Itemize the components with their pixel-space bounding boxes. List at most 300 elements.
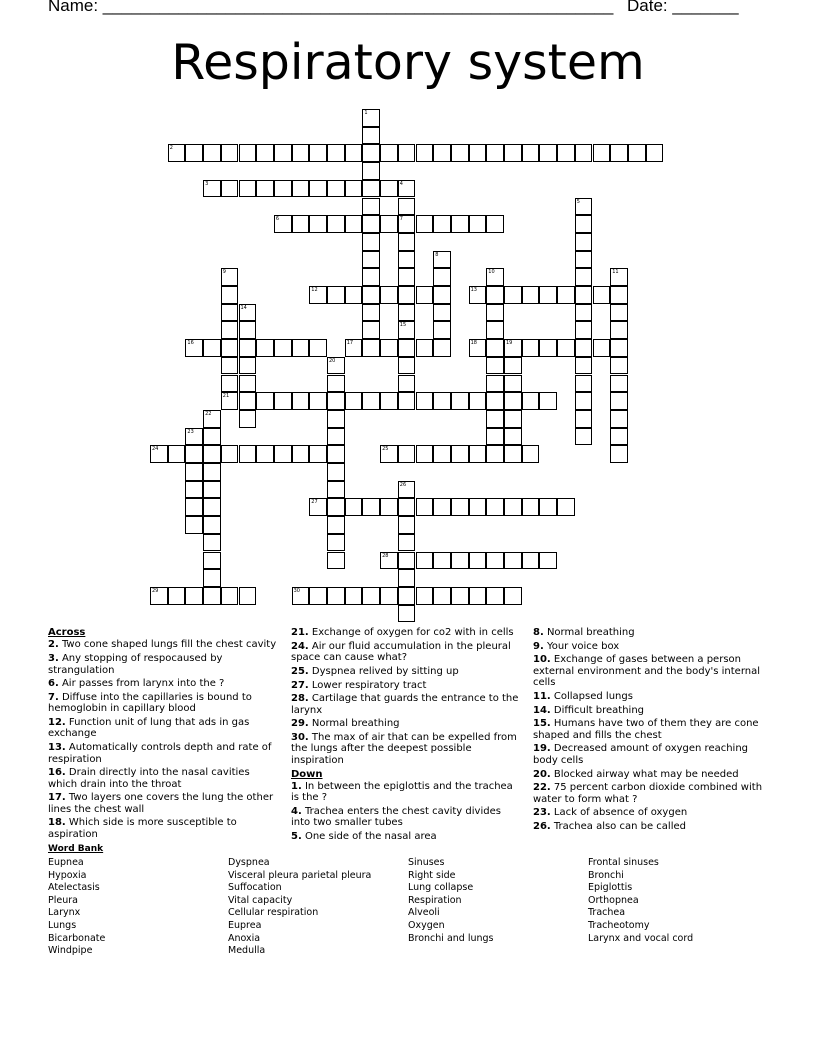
grid-cell[interactable] [221, 268, 239, 286]
grid-cell[interactable] [185, 339, 203, 357]
grid-cell[interactable] [416, 286, 434, 304]
grid-cell[interactable] [203, 481, 221, 499]
grid-cell[interactable] [221, 304, 239, 322]
clue-number: 30 [293, 587, 300, 594]
grid-cell[interactable] [433, 498, 451, 516]
grid-cell[interactable] [345, 215, 363, 233]
grid-cell[interactable] [239, 321, 257, 339]
grid-cell[interactable] [203, 552, 221, 570]
grid-cell[interactable] [362, 587, 380, 605]
grid-cell[interactable] [221, 357, 239, 375]
grid-cell[interactable] [239, 587, 257, 605]
grid-cell[interactable] [309, 445, 327, 463]
grid-cell[interactable] [433, 144, 451, 162]
grid-cell[interactable] [362, 162, 380, 180]
grid-cell[interactable] [203, 180, 221, 198]
grid-cell[interactable] [221, 392, 239, 410]
grid-cell[interactable] [398, 392, 416, 410]
grid-cell[interactable] [345, 144, 363, 162]
grid-cell[interactable] [610, 339, 628, 357]
name-field[interactable]: Name: ______________________________________________________ [48, 0, 614, 15]
grid-cell[interactable] [221, 144, 239, 162]
grid-cell[interactable] [504, 286, 522, 304]
grid-cell[interactable] [486, 321, 504, 339]
grid-cell[interactable] [451, 445, 469, 463]
grid-cell[interactable] [362, 251, 380, 269]
grid-cell[interactable] [575, 233, 593, 251]
grid-cell[interactable] [416, 215, 434, 233]
clue-item: 3. Any stopping of respocaused by strangulation [48, 653, 223, 676]
grid-cell[interactable] [575, 268, 593, 286]
grid-cell[interactable] [398, 144, 416, 162]
clue-item: 13. Automatically controls depth and rate of respiration [48, 742, 272, 765]
grid-cell[interactable] [504, 375, 522, 393]
grid-cell[interactable] [522, 445, 540, 463]
grid-cell[interactable] [327, 375, 345, 393]
grid-cell[interactable] [239, 375, 257, 393]
word-bank-item: Windpipe [48, 945, 93, 957]
grid-cell[interactable] [239, 445, 257, 463]
grid-cell[interactable] [433, 215, 451, 233]
grid-cell[interactable] [309, 215, 327, 233]
grid-cell[interactable] [362, 339, 380, 357]
grid-cell[interactable] [504, 428, 522, 446]
grid-cell[interactable] [203, 339, 221, 357]
grid-cell[interactable] [327, 516, 345, 534]
grid-cell[interactable] [203, 410, 221, 428]
grid-cell[interactable] [593, 339, 611, 357]
grid-cell[interactable] [451, 392, 469, 410]
grid-cell[interactable] [486, 339, 504, 357]
grid-cell[interactable] [504, 357, 522, 375]
grid-cell[interactable] [398, 552, 416, 570]
grid-cell[interactable] [327, 357, 345, 375]
grid-cell[interactable] [309, 286, 327, 304]
grid-cell[interactable] [203, 445, 221, 463]
grid-cell[interactable] [292, 339, 310, 357]
grid-cell[interactable] [203, 516, 221, 534]
grid-cell[interactable] [362, 321, 380, 339]
grid-cell[interactable] [203, 569, 221, 587]
grid-cell[interactable] [610, 268, 628, 286]
grid-cell[interactable] [327, 481, 345, 499]
grid-cell[interactable] [398, 339, 416, 357]
grid-cell[interactable] [416, 339, 434, 357]
grid-cell[interactable] [274, 392, 292, 410]
grid-cell[interactable] [486, 410, 504, 428]
grid-cell[interactable] [274, 180, 292, 198]
grid-cell[interactable] [486, 445, 504, 463]
grid-cell[interactable] [327, 410, 345, 428]
grid-cell[interactable] [327, 587, 345, 605]
grid-cell[interactable] [221, 321, 239, 339]
grid-cell[interactable] [256, 445, 274, 463]
grid-cell[interactable] [451, 144, 469, 162]
clue-item: 14. Difficult breathing [533, 704, 644, 716]
grid-cell[interactable] [362, 286, 380, 304]
grid-cell[interactable] [398, 375, 416, 393]
grid-cell[interactable] [486, 215, 504, 233]
grid-cell[interactable] [469, 445, 487, 463]
grid-cell[interactable] [221, 286, 239, 304]
grid-cell[interactable] [327, 498, 345, 516]
grid-cell[interactable] [239, 180, 257, 198]
grid-cell[interactable] [610, 357, 628, 375]
grid-cell[interactable] [469, 339, 487, 357]
grid-cell[interactable] [433, 392, 451, 410]
grid-cell[interactable] [327, 534, 345, 552]
clue-number: 13 [470, 287, 477, 293]
grid-cell[interactable] [486, 268, 504, 286]
clue-item-number: 14. [533, 704, 551, 716]
grid-cell[interactable] [610, 445, 628, 463]
grid-cell[interactable] [539, 552, 557, 570]
grid-cell[interactable] [398, 268, 416, 286]
grid-cell[interactable] [345, 339, 363, 357]
grid-cell[interactable] [292, 180, 310, 198]
grid-cell[interactable] [433, 268, 451, 286]
grid-cell[interactable] [539, 144, 557, 162]
grid-cell[interactable] [380, 286, 398, 304]
grid-cell[interactable] [345, 180, 363, 198]
grid-cell[interactable] [398, 445, 416, 463]
word-bank-item: Bicarbonate [48, 932, 106, 944]
grid-cell[interactable] [416, 445, 434, 463]
grid-cell[interactable] [185, 445, 203, 463]
grid-cell[interactable] [203, 534, 221, 552]
grid-cell[interactable] [557, 286, 575, 304]
clue-item: 29. Normal breathing [291, 718, 400, 730]
grid-cell[interactable] [610, 144, 628, 162]
grid-cell[interactable] [256, 392, 274, 410]
grid-cell[interactable] [380, 587, 398, 605]
word-bank-item: Epiglottis [588, 882, 633, 894]
grid-cell[interactable] [575, 428, 593, 446]
grid-cell[interactable] [221, 339, 239, 357]
grid-cell[interactable] [239, 392, 257, 410]
grid-cell[interactable] [416, 144, 434, 162]
grid-cell[interactable] [469, 392, 487, 410]
grid-cell[interactable] [575, 304, 593, 322]
grid-cell[interactable] [168, 144, 186, 162]
grid-cell[interactable] [539, 339, 557, 357]
grid-cell[interactable] [362, 233, 380, 251]
grid-cell[interactable] [380, 392, 398, 410]
grid-cell[interactable] [380, 552, 398, 570]
grid-cell[interactable] [309, 392, 327, 410]
grid-cell[interactable] [486, 144, 504, 162]
grid-cell[interactable] [451, 552, 469, 570]
clue-item: 22. 75 percent carbon dioxide combined with water to form what ? [533, 782, 763, 805]
grid-cell[interactable] [610, 392, 628, 410]
grid-cell[interactable] [486, 552, 504, 570]
grid-cell[interactable] [469, 552, 487, 570]
grid-cell[interactable] [539, 392, 557, 410]
grid-cell[interactable] [504, 339, 522, 357]
grid-cell[interactable] [504, 498, 522, 516]
grid-cell[interactable] [416, 392, 434, 410]
clue-item-number: 22. [533, 782, 551, 794]
grid-cell[interactable] [398, 233, 416, 251]
grid-cell[interactable] [575, 375, 593, 393]
grid-cell[interactable] [362, 215, 380, 233]
grid-cell[interactable] [309, 587, 327, 605]
grid-cell[interactable] [239, 357, 257, 375]
grid-cell[interactable] [398, 516, 416, 534]
grid-cell[interactable] [274, 144, 292, 162]
grid-cell[interactable] [168, 587, 186, 605]
grid-cell[interactable] [380, 215, 398, 233]
grid-cell[interactable] [327, 552, 345, 570]
grid-cell[interactable] [185, 481, 203, 499]
clue-number: 21 [222, 393, 230, 400]
grid-cell[interactable] [239, 339, 257, 357]
grid-cell[interactable] [185, 463, 203, 481]
grid-cell[interactable] [398, 321, 416, 339]
grid-cell[interactable] [309, 339, 327, 357]
grid-cell[interactable] [433, 251, 451, 269]
grid-cell[interactable] [362, 392, 380, 410]
grid-cell[interactable] [557, 144, 575, 162]
word-bank-item: Vital capacity [228, 894, 293, 906]
grid-cell[interactable] [327, 215, 345, 233]
grid-cell[interactable] [256, 180, 274, 198]
grid-cell[interactable] [469, 498, 487, 516]
grid-cell[interactable] [185, 516, 203, 534]
grid-cell[interactable] [239, 144, 257, 162]
grid-cell[interactable] [221, 445, 239, 463]
grid-cell[interactable] [398, 357, 416, 375]
clue-item: 17. Two layers one covers the lung the other lines the chest wall [48, 792, 274, 815]
grid-cell[interactable] [345, 587, 363, 605]
clue-number: 15 [399, 322, 407, 329]
grid-cell[interactable] [610, 375, 628, 393]
grid-cell[interactable] [327, 180, 345, 198]
word-bank-item: Pleura [48, 894, 78, 906]
grid-cell[interactable] [185, 498, 203, 516]
grid-cell[interactable] [504, 144, 522, 162]
grid-cell[interactable] [610, 321, 628, 339]
grid-cell[interactable] [256, 144, 274, 162]
grid-cell[interactable] [309, 498, 327, 516]
grid-cell[interactable] [433, 286, 451, 304]
grid-cell[interactable] [292, 445, 310, 463]
grid-cell[interactable] [380, 339, 398, 357]
grid-cell[interactable] [362, 109, 380, 127]
grid-cell[interactable] [575, 144, 593, 162]
grid-cell[interactable] [557, 498, 575, 516]
date-field[interactable]: Date: _______ [627, 0, 739, 15]
grid-cell[interactable] [274, 339, 292, 357]
grid-cell[interactable] [522, 339, 540, 357]
grid-cell[interactable] [221, 180, 239, 198]
grid-cell[interactable] [504, 392, 522, 410]
clue-item-number: 3. [48, 653, 59, 665]
grid-cell[interactable] [380, 144, 398, 162]
grid-cell[interactable] [593, 144, 611, 162]
grid-cell[interactable] [203, 428, 221, 446]
grid-cell[interactable] [185, 428, 203, 446]
grid-cell[interactable] [416, 552, 434, 570]
grid-cell[interactable] [362, 498, 380, 516]
grid-cell[interactable] [150, 445, 168, 463]
grid-cell[interactable] [469, 215, 487, 233]
grid-cell[interactable] [362, 144, 380, 162]
grid-cell[interactable] [203, 587, 221, 605]
grid-cell[interactable] [362, 127, 380, 145]
grid-cell[interactable] [610, 304, 628, 322]
clue-item-number: 27. [291, 679, 309, 691]
grid-cell[interactable] [345, 286, 363, 304]
grid-cell[interactable] [522, 392, 540, 410]
grid-cell[interactable] [345, 498, 363, 516]
grid-cell[interactable] [451, 498, 469, 516]
grid-cell[interactable] [486, 375, 504, 393]
grid-cell[interactable] [522, 144, 540, 162]
grid-cell[interactable] [539, 498, 557, 516]
grid-cell[interactable] [433, 587, 451, 605]
grid-cell[interactable] [380, 498, 398, 516]
grid-cell[interactable] [575, 215, 593, 233]
grid-cell[interactable] [575, 339, 593, 357]
grid-cell[interactable] [433, 445, 451, 463]
grid-cell[interactable] [646, 144, 664, 162]
clue-item-number: 26. [533, 821, 551, 833]
grid-cell[interactable] [239, 304, 257, 322]
grid-cell[interactable] [239, 410, 257, 428]
clue-item-number: 4. [291, 806, 302, 818]
grid-cell[interactable] [451, 215, 469, 233]
grid-cell[interactable] [610, 410, 628, 428]
word-bank-item: Trachea [588, 907, 626, 919]
grid-cell[interactable] [433, 304, 451, 322]
clue-item: 8. Normal breathing [533, 627, 635, 638]
grid-cell[interactable] [575, 357, 593, 375]
grid-cell[interactable] [433, 552, 451, 570]
grid-cell[interactable] [362, 180, 380, 198]
grid-cell[interactable] [327, 428, 345, 446]
grid-cell[interactable] [522, 286, 540, 304]
grid-cell[interactable] [416, 587, 434, 605]
grid-cell[interactable] [150, 587, 168, 605]
grid-cell[interactable] [486, 587, 504, 605]
grid-cell[interactable] [398, 569, 416, 587]
grid-cell[interactable] [486, 392, 504, 410]
grid-cell[interactable] [575, 410, 593, 428]
grid-cell[interactable] [274, 215, 292, 233]
grid-cell[interactable] [309, 180, 327, 198]
grid-cell[interactable] [469, 587, 487, 605]
grid-cell[interactable] [486, 498, 504, 516]
clue-number: 1 [364, 110, 368, 116]
grid-cell[interactable] [575, 251, 593, 269]
grid-cell[interactable] [380, 445, 398, 463]
grid-cell[interactable] [610, 286, 628, 304]
grid-cell[interactable] [203, 144, 221, 162]
grid-cell[interactable] [433, 339, 451, 357]
grid-cell[interactable] [345, 392, 363, 410]
grid-cell[interactable] [469, 144, 487, 162]
word-bank-item: Lungs [48, 919, 77, 931]
grid-cell[interactable] [469, 286, 487, 304]
grid-cell[interactable] [398, 304, 416, 322]
grid-cell[interactable] [380, 180, 398, 198]
clue-number: 26 [399, 481, 407, 488]
grid-cell[interactable] [398, 498, 416, 516]
grid-cell[interactable] [398, 286, 416, 304]
grid-cell[interactable] [575, 286, 593, 304]
clue-item-number: 12. [48, 717, 66, 729]
grid-cell[interactable] [292, 215, 310, 233]
grid-cell[interactable] [433, 321, 451, 339]
grid-cell[interactable] [398, 534, 416, 552]
grid-cell[interactable] [539, 286, 557, 304]
grid-cell[interactable] [504, 410, 522, 428]
grid-cell[interactable] [486, 428, 504, 446]
grid-cell[interactable] [486, 304, 504, 322]
grid-cell[interactable] [327, 286, 345, 304]
grid-cell[interactable] [575, 392, 593, 410]
grid-cell[interactable] [327, 445, 345, 463]
grid-cell[interactable] [398, 481, 416, 499]
grid-cell[interactable] [522, 552, 540, 570]
grid-cell[interactable] [486, 286, 504, 304]
grid-cell[interactable] [416, 498, 434, 516]
grid-cell[interactable] [327, 144, 345, 162]
grid-cell[interactable] [203, 498, 221, 516]
grid-cell[interactable] [274, 445, 292, 463]
grid-cell[interactable] [398, 215, 416, 233]
grid-cell[interactable] [504, 552, 522, 570]
grid-cell[interactable] [292, 587, 310, 605]
grid-cell[interactable] [398, 605, 416, 623]
grid-cell[interactable] [486, 357, 504, 375]
grid-cell[interactable] [398, 198, 416, 216]
grid-cell[interactable] [628, 144, 646, 162]
grid-cell[interactable] [398, 251, 416, 269]
grid-cell[interactable] [610, 428, 628, 446]
grid-cell[interactable] [309, 144, 327, 162]
clue-number: 11 [612, 269, 619, 276]
grid-cell[interactable] [327, 392, 345, 410]
word-bank-item: Sinuses [408, 857, 445, 868]
grid-cell[interactable] [593, 286, 611, 304]
grid-cell[interactable] [362, 304, 380, 322]
grid-cell[interactable] [292, 392, 310, 410]
grid-cell[interactable] [256, 339, 274, 357]
grid-cell[interactable] [185, 587, 203, 605]
grid-cell[interactable] [168, 445, 186, 463]
clue-item-number: 5. [291, 831, 302, 843]
grid-cell[interactable] [327, 463, 345, 481]
grid-cell[interactable] [221, 375, 239, 393]
grid-cell[interactable] [398, 587, 416, 605]
grid-cell[interactable] [185, 144, 203, 162]
grid-cell[interactable] [221, 587, 239, 605]
grid-cell[interactable] [575, 321, 593, 339]
grid-cell[interactable] [557, 339, 575, 357]
grid-cell[interactable] [522, 498, 540, 516]
grid-cell[interactable] [451, 587, 469, 605]
grid-cell[interactable] [362, 268, 380, 286]
grid-cell[interactable] [575, 198, 593, 216]
grid-cell[interactable] [398, 180, 416, 198]
grid-cell[interactable] [504, 587, 522, 605]
grid-cell[interactable] [292, 144, 310, 162]
grid-cell[interactable] [504, 445, 522, 463]
grid-cell[interactable] [203, 463, 221, 481]
grid-cell[interactable] [362, 198, 380, 216]
